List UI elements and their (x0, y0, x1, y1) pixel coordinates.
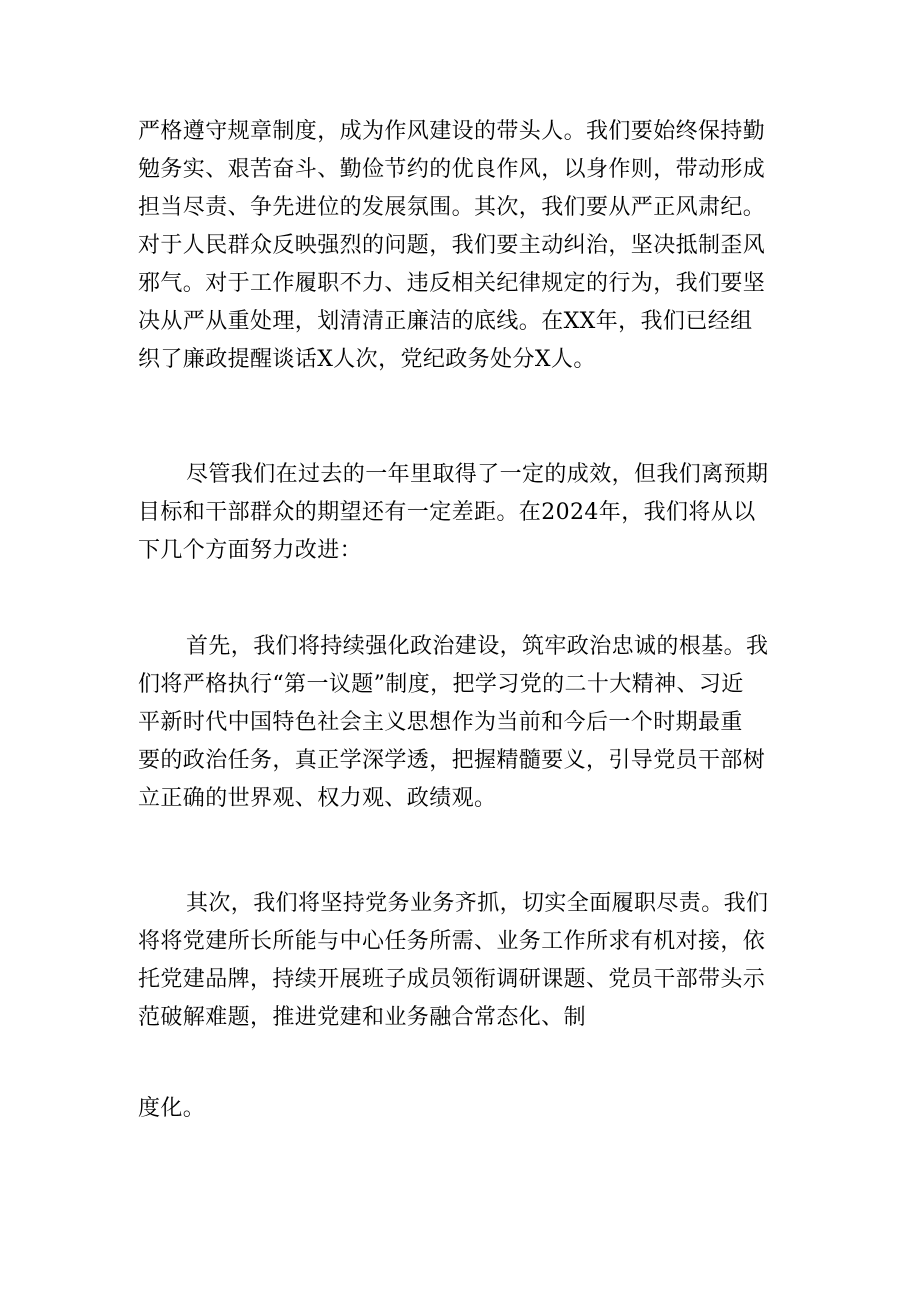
paragraph-continuation (138, 1090, 788, 1128)
text-line: 要的政治任务，真正学深学透，把握精髓要义，引导党员干部树 (138, 748, 766, 773)
paragraph-political-construction (138, 628, 788, 818)
text-line: 们将严格执行“第一议题”制度，把学习党的二十大精神、习近 (138, 672, 744, 697)
text-line: 邪气。对于工作履职不力、违反相关纪律规定的行为，我们要坚 (138, 271, 766, 296)
text-line: 决从严从重处理，划清清正廉洁的底线。在XX年，我们已经组 (138, 309, 753, 334)
paragraph-party-business (138, 885, 788, 1037)
text-line: 勉务实、艰苦奋斗、勤俭节约的优良作风，以身作则，带动形成 (138, 157, 766, 182)
text-line: 托党建品牌，持续开展班子成员领衔调研课题、党员干部带头示 (138, 967, 766, 992)
text-line: 首先，我们将持续强化政治建设，筑牢政治忠诚的根基。我 (186, 634, 769, 659)
text-line: 平新时代中国特色社会主义思想作为当前和今后一个时期最重 (138, 710, 743, 735)
paragraph-style-discipline (138, 113, 788, 379)
text-line: 对于人民群众反映强烈的问题，我们要主动纠治，坚决抵制歪风 (138, 233, 766, 258)
text-line: 严格遵守规章制度，成为作风建设的带头人。我们要始终保持勤 (138, 119, 766, 144)
text-line: 立正确的世界观、权力观、政绩观。 (138, 786, 497, 811)
text-line: 将将党建所长所能与中心任务所需、业务工作所求有机对接，依 (138, 929, 766, 954)
text-line: 担当尽责、争先进位的发展氛围。其次，我们要从严正风肃纪。 (138, 195, 766, 220)
text-line: 目标和干部群众的期望还有一定差距。在2024年，我们将从以 (138, 500, 756, 525)
text-line: 尽管我们在过去的一年里取得了一定的成效，但我们离预期 (186, 462, 769, 487)
text-line: 下几个方面努力改进： (138, 538, 363, 563)
text-line: 范破解难题，推进党建和业务融合常态化、制 (138, 1005, 587, 1030)
paragraph-improvement-intro (138, 456, 788, 570)
text-line: 其次，我们将坚持党务业务齐抓，切实全面履职尽责。我们 (186, 891, 769, 916)
text-line: 度化。 (138, 1096, 206, 1121)
text-line: 织了廉政提醒谈话X人次，党纪政务处分X人。 (138, 347, 596, 372)
